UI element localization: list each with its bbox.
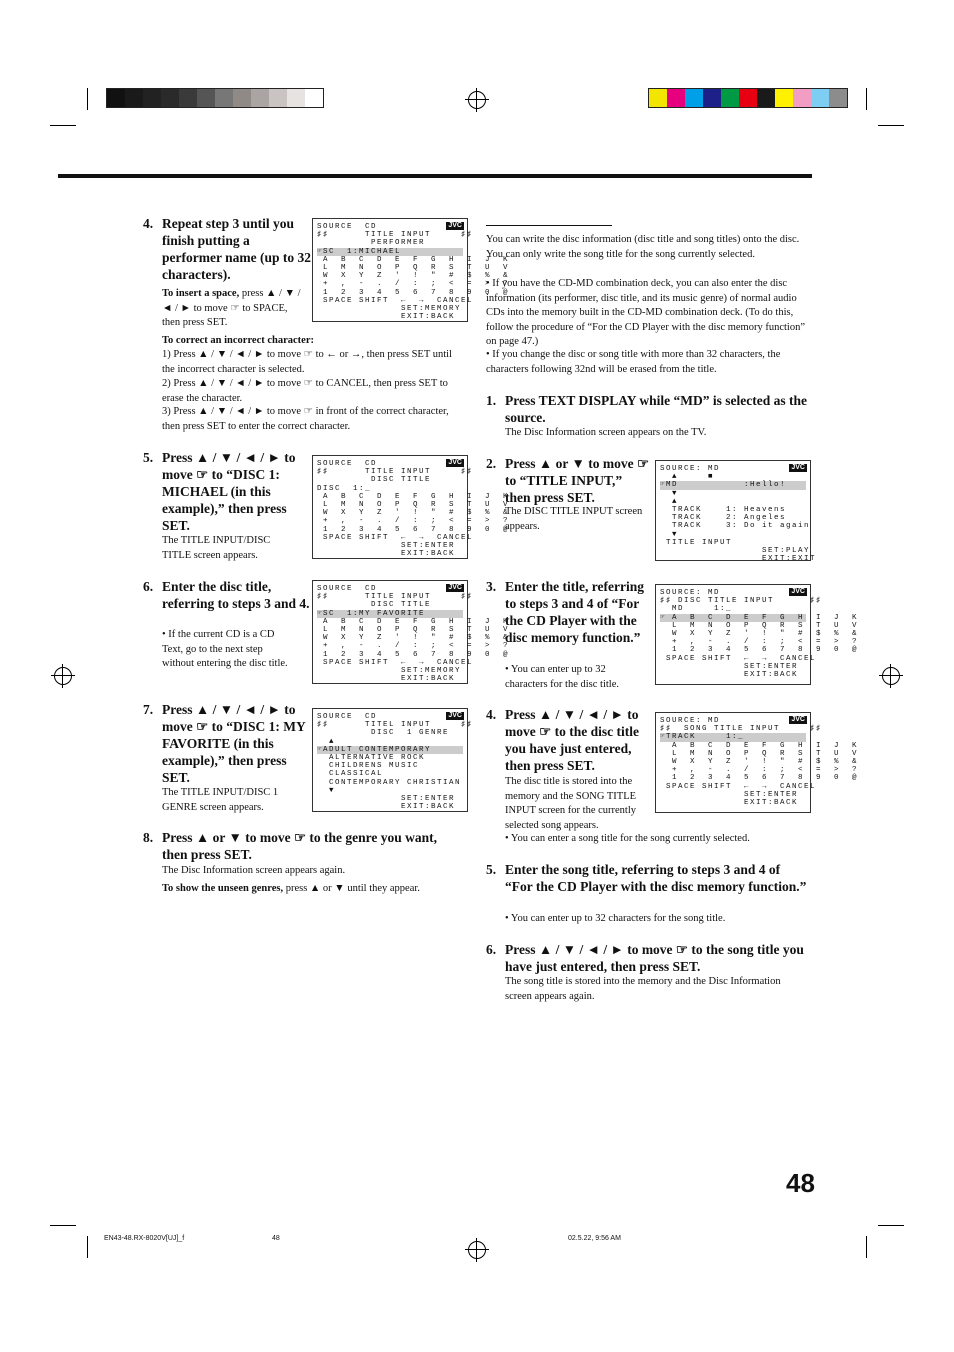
screen-line: EXIT:BACK [317,803,456,812]
header-rule [58,174,812,178]
jvc-logo: JVC [448,459,462,466]
gray-swatch [233,89,251,107]
registration-target-icon [882,667,900,685]
crop-mark [87,88,88,110]
unseen-genres-note: To show the unseen genres, press ▲ or ▼ until they appear. [162,883,420,894]
gray-swatch [179,89,197,107]
step-note: The TITLE INPUT/DISC 1 GENRE screen appears. [162,787,279,813]
screen-line: SOURCE: MD [660,717,721,725]
step-title: Repeat step 3 until you finish putting a performer name (up to 32 characters). [162,216,311,282]
jvc-logo: JVC [791,588,805,595]
screen-line: 1 2 3 4 5 6 7 8 9 0 @ [317,288,510,297]
screen-line: ☞ADULT CONTEMPORARY [317,746,463,754]
screen-line: ♯♯ TITLE INPUT ♯♯ [317,468,474,477]
screen-line: SET:ENTER [317,795,456,804]
screen-line: A B C D E F G H I J K [317,492,510,501]
footer-page: 48 [272,1235,280,1242]
screen-line: EXIT:BACK [317,550,456,559]
jvc-logo: JVC [791,716,805,723]
intro-bullet-2: • If you change the disc or song title with more than 32 characters, the characters following 32nd will be erased from the title. [486,349,781,375]
screen-line: CONTEMPORARY CHRISTIAN [317,778,462,787]
screen-line: ♯♯ SONG TITLE INPUT ♯♯ [660,725,823,734]
screen-line: MD 1:_ [660,605,733,614]
screen-line: TITLE INPUT [660,538,733,547]
crop-mark [878,1225,904,1226]
screen-line: ▲ [317,737,336,746]
screen-line: W X Y Z ' ! " # $ % & [660,630,859,639]
step-note: The disc title is stored into the memory and the SONG TITLE INPUT screen for the currently selected song appears. [505,776,637,831]
screen-line: L M N O P Q R S T U V [317,501,510,510]
screen-line: SOURCE CD [317,460,378,468]
screen-line: DISC 1 GENRE [317,729,450,738]
step-note: The Disc Information screen appears again. [162,865,346,876]
screen-line: EXIT:BACK [317,313,456,322]
screen-line: DISC TITLE [317,601,432,610]
crop-mark [50,125,76,126]
crop-mark [866,88,867,110]
screen-line: 1 2 3 4 5 6 7 8 9 0 @ [660,774,859,783]
gray-swatch [197,89,215,107]
correct-item-1: 1) Press ▲ / ▼ / ◄ / ► to move ☞ to ← or →, then press SET until the incorrect character is selected. [162,349,452,375]
jvc-logo: JVC [448,222,462,229]
footer-timestamp: 02.5.22, 9:56 AM [568,1235,621,1242]
color-swatch [667,89,685,107]
screen-line: A B C D E F G H I J K [660,741,859,750]
screen-line: SOURCE CD [317,713,378,721]
screen-line: SET:MEMORY [317,305,462,314]
screen-line: SOURCE: MD [660,465,721,473]
page-number: 48 [786,1168,815,1198]
screen-line: TRACK 1: Heavens [660,506,787,515]
crop-mark [878,125,904,126]
screen-line: W X Y Z ' ! " # $ % & [317,634,510,643]
screen-line: ▲ [660,497,679,506]
tv-screen-md-disc-info [655,460,817,564]
screen-line: SET:MEMORY [317,667,462,676]
screen-line: W X Y Z ' ! " # $ % & [660,758,859,767]
screen-line: 1 2 3 4 5 6 7 8 9 0 @ [317,525,510,534]
screen-line: SOURCE CD [317,585,378,593]
step-title: Press TEXT DISPLAY while “MD” is selected as the source. [505,393,808,425]
screen-line: + , - . / : ; < = > ? [317,642,510,651]
jvc-logo: JVC [791,464,805,471]
tv-screen-performer-input [312,218,510,322]
insert-space-note: To insert a space, press ▲ / ▼ / ◄ / ► to move ☞ to SPACE, then press SET. [162,288,301,328]
registration-target-icon [54,667,72,685]
screen-line: PERFORMER [317,239,426,248]
screen-line: EXIT:BACK [660,799,799,808]
gray-swatch [107,89,125,107]
correct-item-2: 2) Press ▲ / ▼ / ◄ / ► to move ☞ to CANCEL, then press SET to erase the character. [162,378,448,404]
step-title: Press ▲ / ▼ / ◄ / ► to move ☞ to the song title you have just entered, then press SET. [505,942,804,974]
color-swatch [829,89,847,107]
screen-line: SPACE SHIFT ← → CANCEL [317,533,474,542]
step-title: Press ▲ or ▼ to move ☞ to “TITLE INPUT,” then press SET. [505,456,650,505]
screen-line: EXIT:EXIT [660,555,817,564]
footer-file-name: EN43-48.RX-8020V[UJ]_f [104,1235,185,1242]
gray-swatch [125,89,143,107]
screen-line: 1 2 3 4 5 6 7 8 9 0 @ [317,650,510,659]
color-swatch [649,89,667,107]
step-note: The TITLE INPUT/DISC TITLE screen appears. [162,535,271,561]
screen-line: A B C D E F G H I J K [317,255,510,264]
color-swatch [775,89,793,107]
tv-screen-genre-select [312,708,474,812]
screen-line: ☞SC 1:MICHAEL [317,248,463,256]
correct-item-3: 3) Press ▲ / ▼ / ◄ / ► to move ☞ in front of the correct character, then press SET to enter the correct character. [162,406,449,432]
screen-line: DISC 1:_ [317,484,372,493]
step-title: Press ▲ or ▼ to move ☞ to the genre you want, then press SET. [162,830,438,862]
registration-target-icon [468,1241,486,1259]
screen-line: A B C D E F G H I J K [317,617,510,626]
step-note: The song title is stored into the memory and the Disc Information screen appears again. [505,976,781,1002]
screen-line: ▲ ■ [660,473,715,482]
tv-screen-disc-title-entered [312,580,510,684]
color-swatch [685,89,703,107]
screen-line: SOURCE CD [317,223,378,231]
gray-swatch [287,89,305,107]
gray-swatch [269,89,287,107]
step-note: The DISC TITLE INPUT screen appears. [505,506,643,532]
screen-line: + , - . / : ; < = > ? [317,517,510,526]
screen-line: SET:ENTER [660,662,799,671]
screen-line: TRACK 3: Do it again [660,522,811,531]
screen-line: + , - . / : ; < = > ? [660,638,859,647]
jvc-logo: JVC [448,584,462,591]
screen-line: ☞ A B C D E F G H I J K [660,613,859,622]
color-swatch [793,89,811,107]
crop-mark [87,1236,88,1258]
color-swatch [703,89,721,107]
gray-swatch [143,89,161,107]
screen-line: L M N O P Q R S T U V [317,626,510,635]
screen-line: ♯♯ TITLE INPUT ♯♯ [317,231,474,240]
screen-line: SET:ENTER [317,542,456,551]
screen-line: ♯♯ TITLE INPUT ♯♯ [317,593,474,602]
screen-line: ALTERNATIVE ROCK [317,754,426,763]
color-swatch [811,89,829,107]
screen-line: + , - . / : ; < = > ? [317,280,510,289]
screen-line: TRACK 2: Angeles [660,514,787,523]
screen-line: CLASSICAL [317,770,384,779]
jvc-logo: JVC [448,712,462,719]
screen-line: ☞MD :Hello! [660,481,806,489]
tv-screen-md-song-title-input [655,712,859,813]
screen-line: EXIT:BACK [317,675,456,684]
screen-line: EXIT:BACK [660,671,799,680]
screen-line: ▼ [660,489,679,498]
screen-line: ♯♯ DISC TITLE INPUT ♯♯ [660,597,823,606]
step-bullet: • You can enter a song title for the song currently selected. [505,833,750,844]
step-bullet: • If the current CD is a CD Text, go to the next step without entering the disc title. [162,629,288,669]
screen-line: + , - . / : ; < = > ? [660,766,859,775]
crop-mark [866,1236,867,1258]
screen-line: DISC TITLE [317,476,432,485]
step-bullet: • You can enter up to 32 characters for the song title. [505,913,726,924]
screen-line: 1 2 3 4 5 6 7 8 9 0 @ [660,646,859,655]
gray-swatch [251,89,269,107]
step-bullet: • You can enter up to 32 characters for the disc title. [505,664,619,690]
gray-swatch [161,89,179,107]
gray-swatch [305,89,323,107]
screen-line: CHILDRENS MUSIC [317,762,420,771]
screen-line: SPACE SHIFT ← → CANCEL [317,658,474,667]
screen-line: SPACE SHIFT ← → CANCEL [660,782,817,791]
intro-bullet-1: • If you have the CD-MD combination deck, you can also enter the disc information (its performer, disc title, and its music genre) of normal audio CDs into the memory built in the CD-MD combination deck. (To do this, follow the procedure of “For the CD Player with the disc memory function” on page 47.) [486,278,805,347]
screen-line: ▼ [660,530,679,539]
step-title: Press ▲ / ▼ / ◄ / ► to move ☞ to the disc title you have just entered, then press SET. [505,707,639,773]
section-subhead-rule [486,225,612,226]
color-swatch [721,89,739,107]
step-title: Enter the disc title, referring to steps 3 and 4. [162,579,310,611]
color-swatch [739,89,757,107]
crop-mark [50,1225,76,1226]
tv-screen-disc-title-input [312,455,510,559]
screen-line: SPACE SHIFT ← → CANCEL [317,296,474,305]
screen-line: L M N O P Q R S T U V [660,621,859,630]
gray-registration-bar [106,88,324,108]
screen-line: L M N O P Q R S T U V [660,749,859,758]
step-note: The Disc Information screen appears on the TV. [505,427,707,438]
color-swatch [757,89,775,107]
gray-swatch [215,89,233,107]
registration-target-icon [468,91,486,109]
screen-line: W X Y Z ' ! " # $ % & [317,509,510,518]
screen-line: ▼ [317,786,336,795]
correct-heading: To correct an incorrect character: [162,335,314,346]
screen-line: SET:ENTER [660,790,799,799]
screen-line: W X Y Z ' ! " # $ % & [317,272,510,281]
step-title: Enter the title, referring to steps 3 and 4 of “For the CD Player with the disc memory function.” [505,579,644,645]
color-registration-bar [648,88,848,108]
step-title: Press ▲ / ▼ / ◄ / ► to move ☞ to “DISC 1: MY FAVORITE (in this example),” then press SET. [162,702,306,785]
screen-line: SOURCE: MD [660,589,721,597]
screen-line: SPACE SHIFT ← → CANCEL [660,654,817,663]
tv-screen-md-disc-title-input [655,584,859,685]
intro-paragraph: You can write the disc information (disc title and song titles) onto the disc. You can only write the song title for the song currently selected. [486,234,800,260]
screen-line: ☞TRACK 1:_ [660,733,806,741]
screen-line: L M N O P Q R S T U V [317,264,510,273]
step-title: Press ▲ / ▼ / ◄ / ► to move ☞ to “DISC 1: MICHAEL (in this example),” then press SET. [162,450,296,533]
screen-line: ♯♯ TITEL INPUT ♯♯ [317,721,474,730]
screen-line: SET:PLAY [660,547,811,556]
step-title: Enter the song title, referring to steps 3 and 4 of “For the CD Player with the disc memory function.” [505,862,807,894]
screen-line: ☞SC 1:MY FAVORITE [317,610,463,618]
